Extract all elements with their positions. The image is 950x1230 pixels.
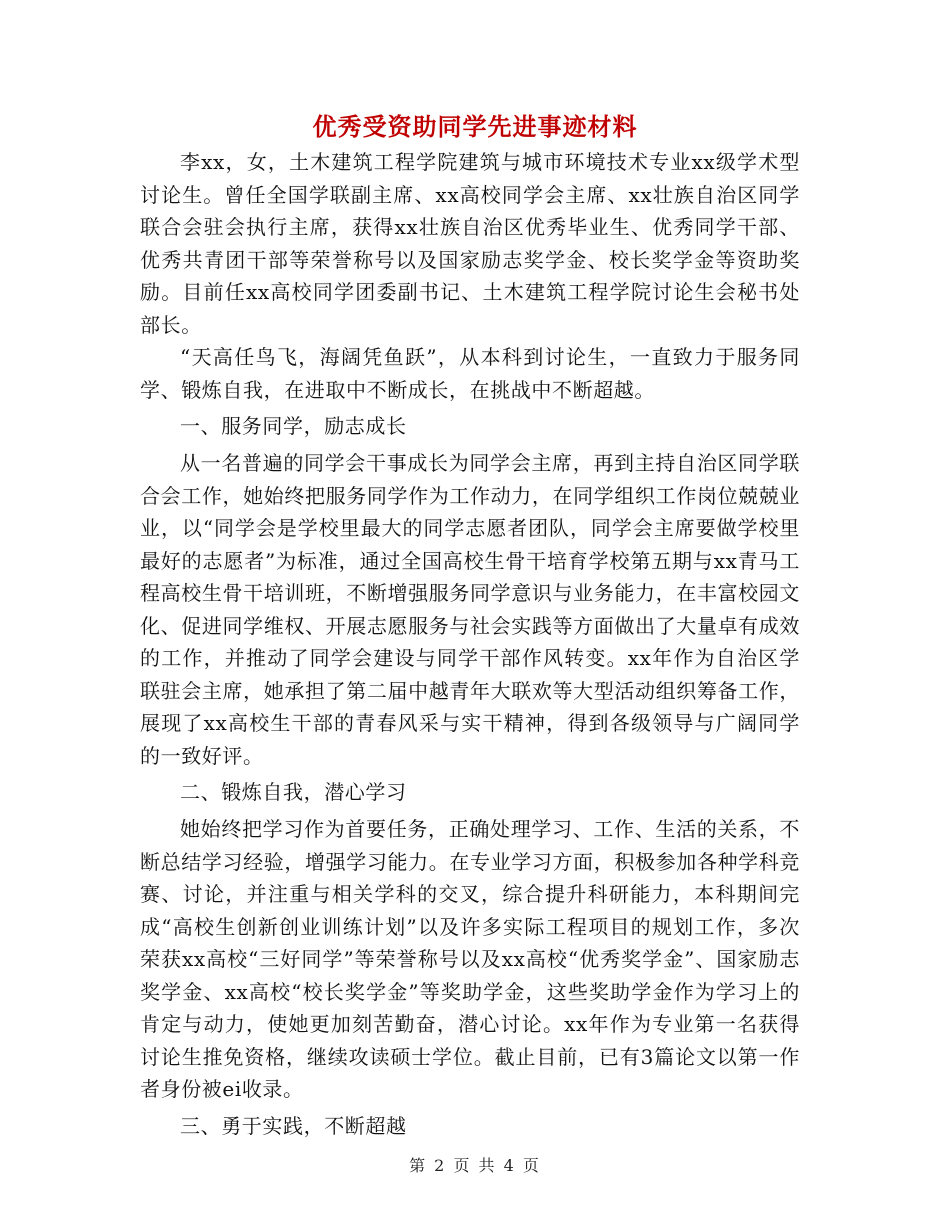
paragraph-service: 从一名普遍的同学会干事成长为同学会主席，再到主持自治区同学联合会工作，她始终把服务同学作为工作动力，在同学组织工作岗位兢兢业业，以“同学会是学校里最大的同学志愿者团队，同学会主席要做学校里最好的志愿者”为标准，通过全国高校生骨干培育学校第五期与xx青马工程高校生骨干培训班，不断增强服务同学意识与业务能力，在丰富校园文化、促进同学维权、开展志愿服务与社会实践等方面做出了大量卓有成效的工作，并推动了同学会建设与同学干部作风转变。xx年作为自治区学联驻会主席，她承担了第二届中越青年大联欢等大型活动组织筹备工作，展现了xx高校生干部的青春风采与实干精神，得到各级领导与广阔同学的一致好评。 bbox=[140, 451, 800, 768]
section-heading-3: 三、勇于实践，不断超越 bbox=[180, 1113, 407, 1138]
document-body bbox=[140, 146, 800, 1147]
document-title: 优秀受资助同学先进事迹材料 bbox=[312, 112, 638, 141]
section-heading-2: 二、锻炼自我，潜心学习 bbox=[180, 780, 407, 804]
paragraph-intro: 李xx，女，土木建筑工程学院建筑与城市环境技术专业xx级学术型讨论生。曾任全国学联副主席、xx高校同学会主席、xx壮族自治区同学联合会驻会执行主席，获得xx壮族自治区优秀毕业生、优秀同学干部、优秀共青团干部等荣誉称号以及国家励志奖学金、校长奖学金等资助奖励。目前任xx高校同学团委副书记、土木建筑工程学院讨论生会秘书处部长。 bbox=[140, 150, 800, 337]
paragraph-study: 她始终把学习作为首要任务，正确处理学习、工作、生活的关系，不断总结学习经验，增强学习能力。在专业学习方面，积极参加各种学科竞赛、讨论，并注重与相关学科的交叉，综合提升科研能力，本科期间完成“高校生创新创业训练计划”以及许多实际工程项目的规划工作，多次荣获xx高校“三好同学”等荣誉称号以及xx高校“优秀奖学金”、国家励志奖学金、xx高校“校长奖学金”等奖助学金，这些奖助学金作为学习上的肯定与动力，使她更加刻苦勤奋，潜心讨论。xx年作为专业第一名获得讨论生推免资格，继续攻读硕士学位。截止目前，已有3篇论文以第一作者身份被ei收录。 bbox=[140, 817, 800, 1101]
section-heading-1: 一、服务同学，励志成长 bbox=[180, 414, 407, 438]
paragraph-motto: “天高任鸟飞，海阔凭鱼跃”，从本科到讨论生，一直致力于服务同学、锻炼自我，在进取中不断成长，在挑战中不断超越。 bbox=[140, 345, 800, 402]
page-footer: 第 2 页 共 4 页 bbox=[409, 1156, 541, 1175]
